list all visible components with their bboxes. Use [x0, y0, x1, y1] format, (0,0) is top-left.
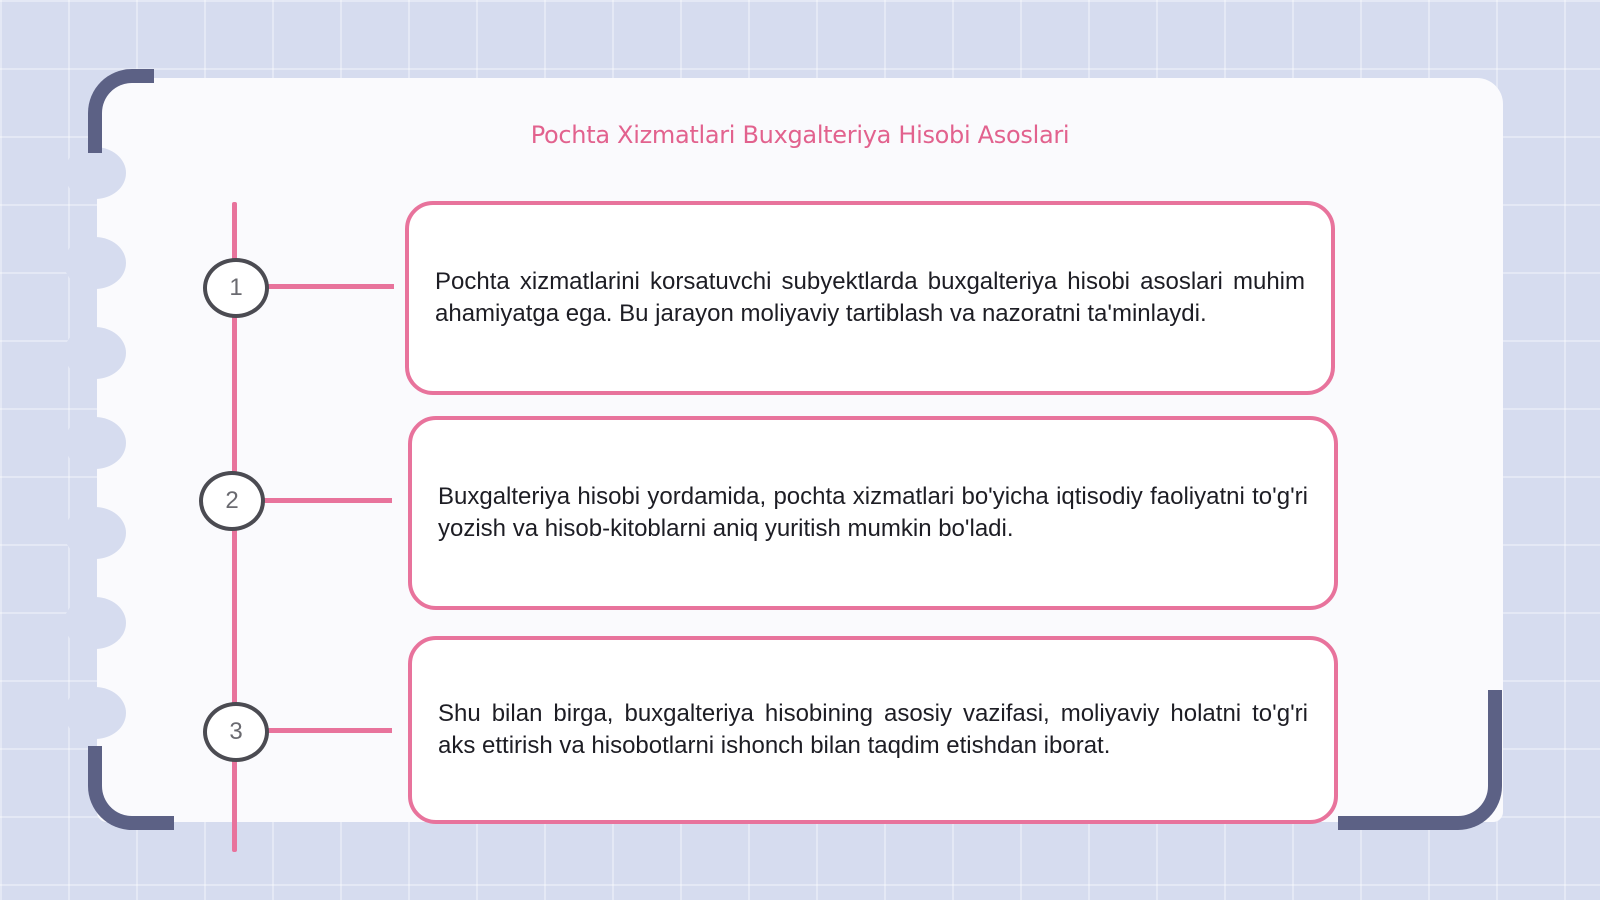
- paper-scallop: [64, 147, 126, 199]
- paper-scallop: [64, 417, 126, 469]
- step-number-3: 3: [203, 702, 269, 762]
- slide-title: Pochta Xizmatlari Buxgalteriya Hisobi Asoslari: [530, 121, 1070, 149]
- corner-bracket-bottom-left: [88, 746, 174, 830]
- step-number-2: 2: [199, 471, 265, 531]
- step-card-3: [408, 636, 1338, 824]
- paper-scallop: [64, 687, 126, 739]
- step-card-2: [408, 416, 1338, 610]
- step-text-1: Pochta xizmatlarini korsatuvchi subyektlarda buxgalteriya hisobi asoslari muhim ahamiyatga ega. Bu jarayon moliyaviy tartiblash va nazoratni ta'minlaydi.: [435, 268, 1305, 327]
- step-text-3: Shu bilan birga, buxgalteriya hisobining asosiy vazifasi, moliyaviy holatni to'g'ri aks ettirish va hisobotlarni ishonch bilan taqdim etishdan iborat.: [438, 700, 1308, 759]
- paper-scallop: [64, 597, 126, 649]
- timeline-connector-1: [266, 284, 394, 289]
- step-text-2: Buxgalteriya hisobi yordamida, pochta xizmatlari bo'yicha iqtisodiy faoliyatni to'g'ri yozish va hisob-kitoblarni aniq yuritish mumkin bo'ladi.: [438, 483, 1308, 542]
- timeline-connector-2: [262, 498, 392, 503]
- paper-scallop: [64, 507, 126, 559]
- paper-scallop: [64, 237, 126, 289]
- paper-scallop: [64, 327, 126, 379]
- step-card-1: [405, 201, 1335, 395]
- step-number-1: 1: [203, 258, 269, 318]
- corner-bracket-bottom-right: [1338, 690, 1502, 830]
- timeline-connector-3: [266, 728, 392, 733]
